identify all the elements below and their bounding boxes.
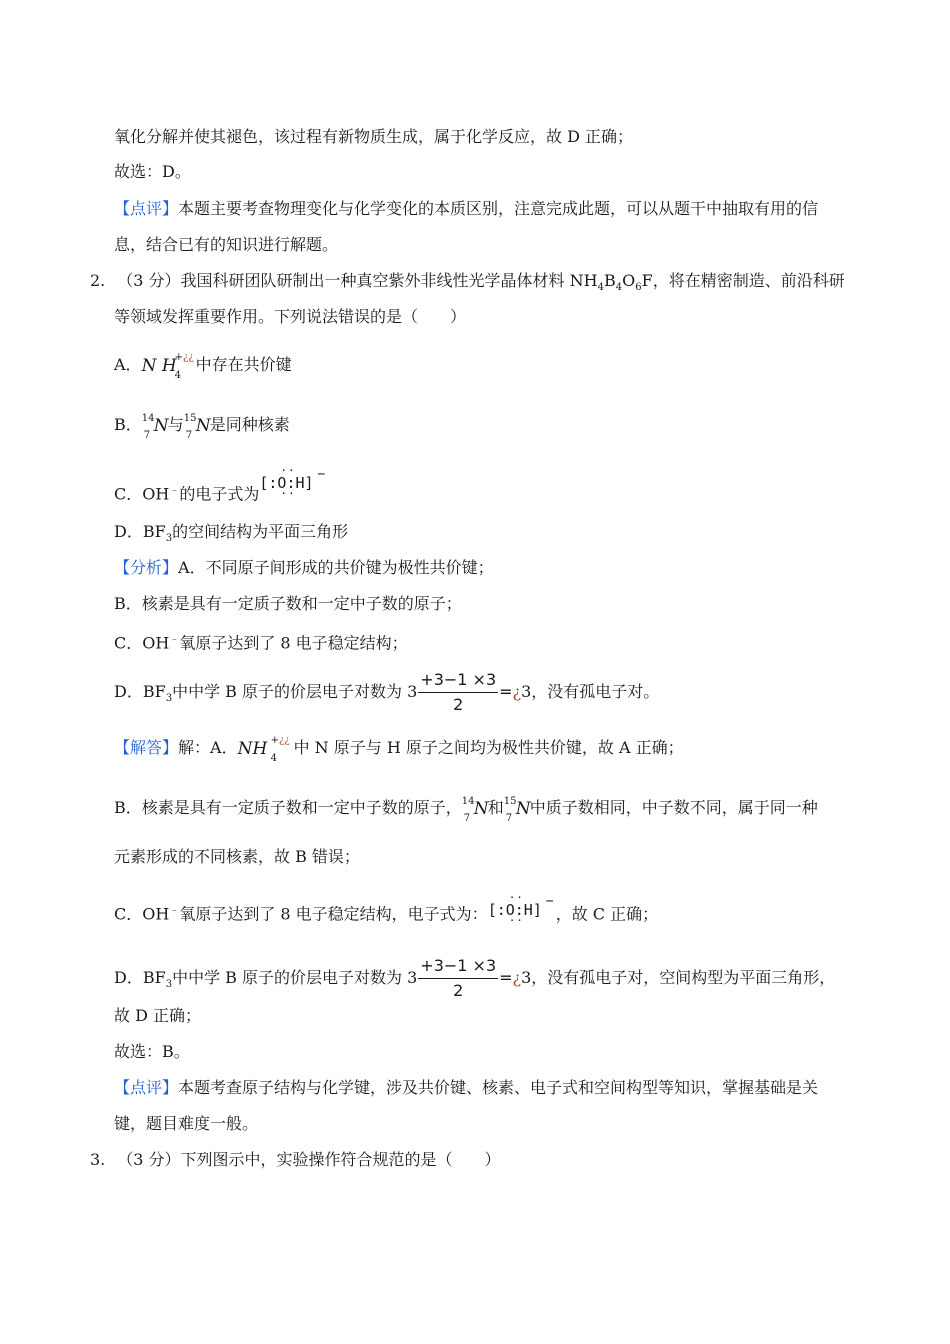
answer-c: C．OH﹣氧原子达到了 8 电子稳定结构，电子式为： ·· [:O:H] ·· − ，故 C 正确； <box>114 891 659 927</box>
nitrogen-14-nuclide: 14 7 N <box>461 795 489 824</box>
answer-b: B．核素是具有一定质子数和一定中子数的原子， 14 7 N 和 15 7 N 中质子数相同，中子数不同，属于同一种 <box>114 795 818 824</box>
analysis-a: 【分析】A．不同原子间形成的共价键为极性共价键； <box>114 558 494 577</box>
answer-d-line-2: 故 D 正确； <box>114 1006 202 1025</box>
nitrogen-14-nuclide: 14 7 N <box>141 412 169 441</box>
comment-2-line-1: 【点评】本题考查原子结构与化学键，涉及共价键、核素、电子式和空间构型等知识，掌握基础是关 <box>114 1078 819 1097</box>
stem-text-a: （3 分）我国科研团队研制出一种真空紫外非线性光学晶体材料 NH <box>117 271 598 290</box>
ammonium-ion-formula: N H +¿¿ 4 <box>141 351 194 381</box>
analysis-tag: 【分析】 <box>114 558 179 577</box>
option-b: B． 14 7 N 与 15 7 N 是同种核素 <box>114 412 290 441</box>
option-d: D．$BF_3$的空间结构为平面三角形 <box>114 522 349 545</box>
comment-tag: 【点评】 <box>114 199 179 218</box>
comment-1-line-1 <box>114 198 818 220</box>
intro-line-2: 故选：D。 <box>114 162 191 181</box>
answer-tag: 【解答】 <box>114 738 179 757</box>
valence-pair-fraction: $\frac{+3-1 \times 3}{2}$ <box>420 956 497 1000</box>
question-number: 3. <box>90 1150 106 1169</box>
nitrogen-15-nuclide: 15 7 N <box>183 412 211 441</box>
answer-d: D．$BF_3$中中学 B 原子的价层电子对数为 3 $\frac{+3-1 \times 3}{2}$ =¿3，没有孤电子对，空间构型为平面三角形， <box>114 956 836 1000</box>
answer-choice: 故选：B。 <box>114 1042 190 1061</box>
question-3-stem: 3. （3 分）下列图示中，实验操作符合规范的是（ ） <box>90 1150 501 1169</box>
analysis-b: B．核素是具有一定质子数和一定中子数的原子； <box>114 594 462 613</box>
question-2-stem: 2. （3 分）我国科研团队研制出一种真空紫外非线性光学晶体材料 $NH_4B_4O_6F$，将在精密制造、前沿科研 <box>90 271 845 294</box>
comment-2-line-2: 键，题目难度一般。 <box>114 1114 259 1133</box>
question-2-stem-line-2: 等领域发挥重要作用。下列说法错误的是（ ） <box>114 307 467 326</box>
comment-text: 本题主要考查物理变化与化学变化的本质区别，注意完成此题，可以从题干中抽取有用的信 <box>178 199 819 218</box>
comment-1-line-2: 息，结合已有的知识进行解题。 <box>114 235 339 254</box>
valence-pair-fraction: $\frac{+3-1 \times 3}{2}$ <box>420 670 497 714</box>
nitrogen-15-nuclide: 15 7 N <box>503 795 531 824</box>
option-a: A． N H +¿¿ 4 中存在共价键 <box>114 351 292 381</box>
hydroxide-lewis-structure: ·· [:O:H] ·· − <box>259 464 326 500</box>
answer-a: 【解答】解：A． NH +¿¿ 4 中 N 原子与 H 原子之间均为极性共价键，故 A 正确； <box>114 734 684 764</box>
option-c: C．OH﹣的电子式为 ·· [:O:H] ·· − <box>114 478 327 512</box>
intro-line-1: 氧化分解并使其褪色，该过程有新物质生成，属于化学反应，故 D 正确； <box>114 127 634 146</box>
question-number: 2. <box>90 271 106 290</box>
analysis-c: C．OH﹣氧原子达到了 8 电子稳定结构； <box>114 633 408 653</box>
ammonium-ion-formula: NH +¿¿ 4 <box>237 734 290 764</box>
comment-tag: 【点评】 <box>114 1078 179 1097</box>
hydroxide-lewis-structure: ·· [:O:H] ·· − <box>487 891 554 927</box>
analysis-d: D．$BF_3$中中学 B 原子的价层电子对数为 3 $\frac{+3-1 \times 3}{2}$ =¿3，没有孤电子对。 <box>114 670 660 714</box>
answer-b-line-2: 元素形成的不同核素，故 B 错误； <box>114 847 360 866</box>
